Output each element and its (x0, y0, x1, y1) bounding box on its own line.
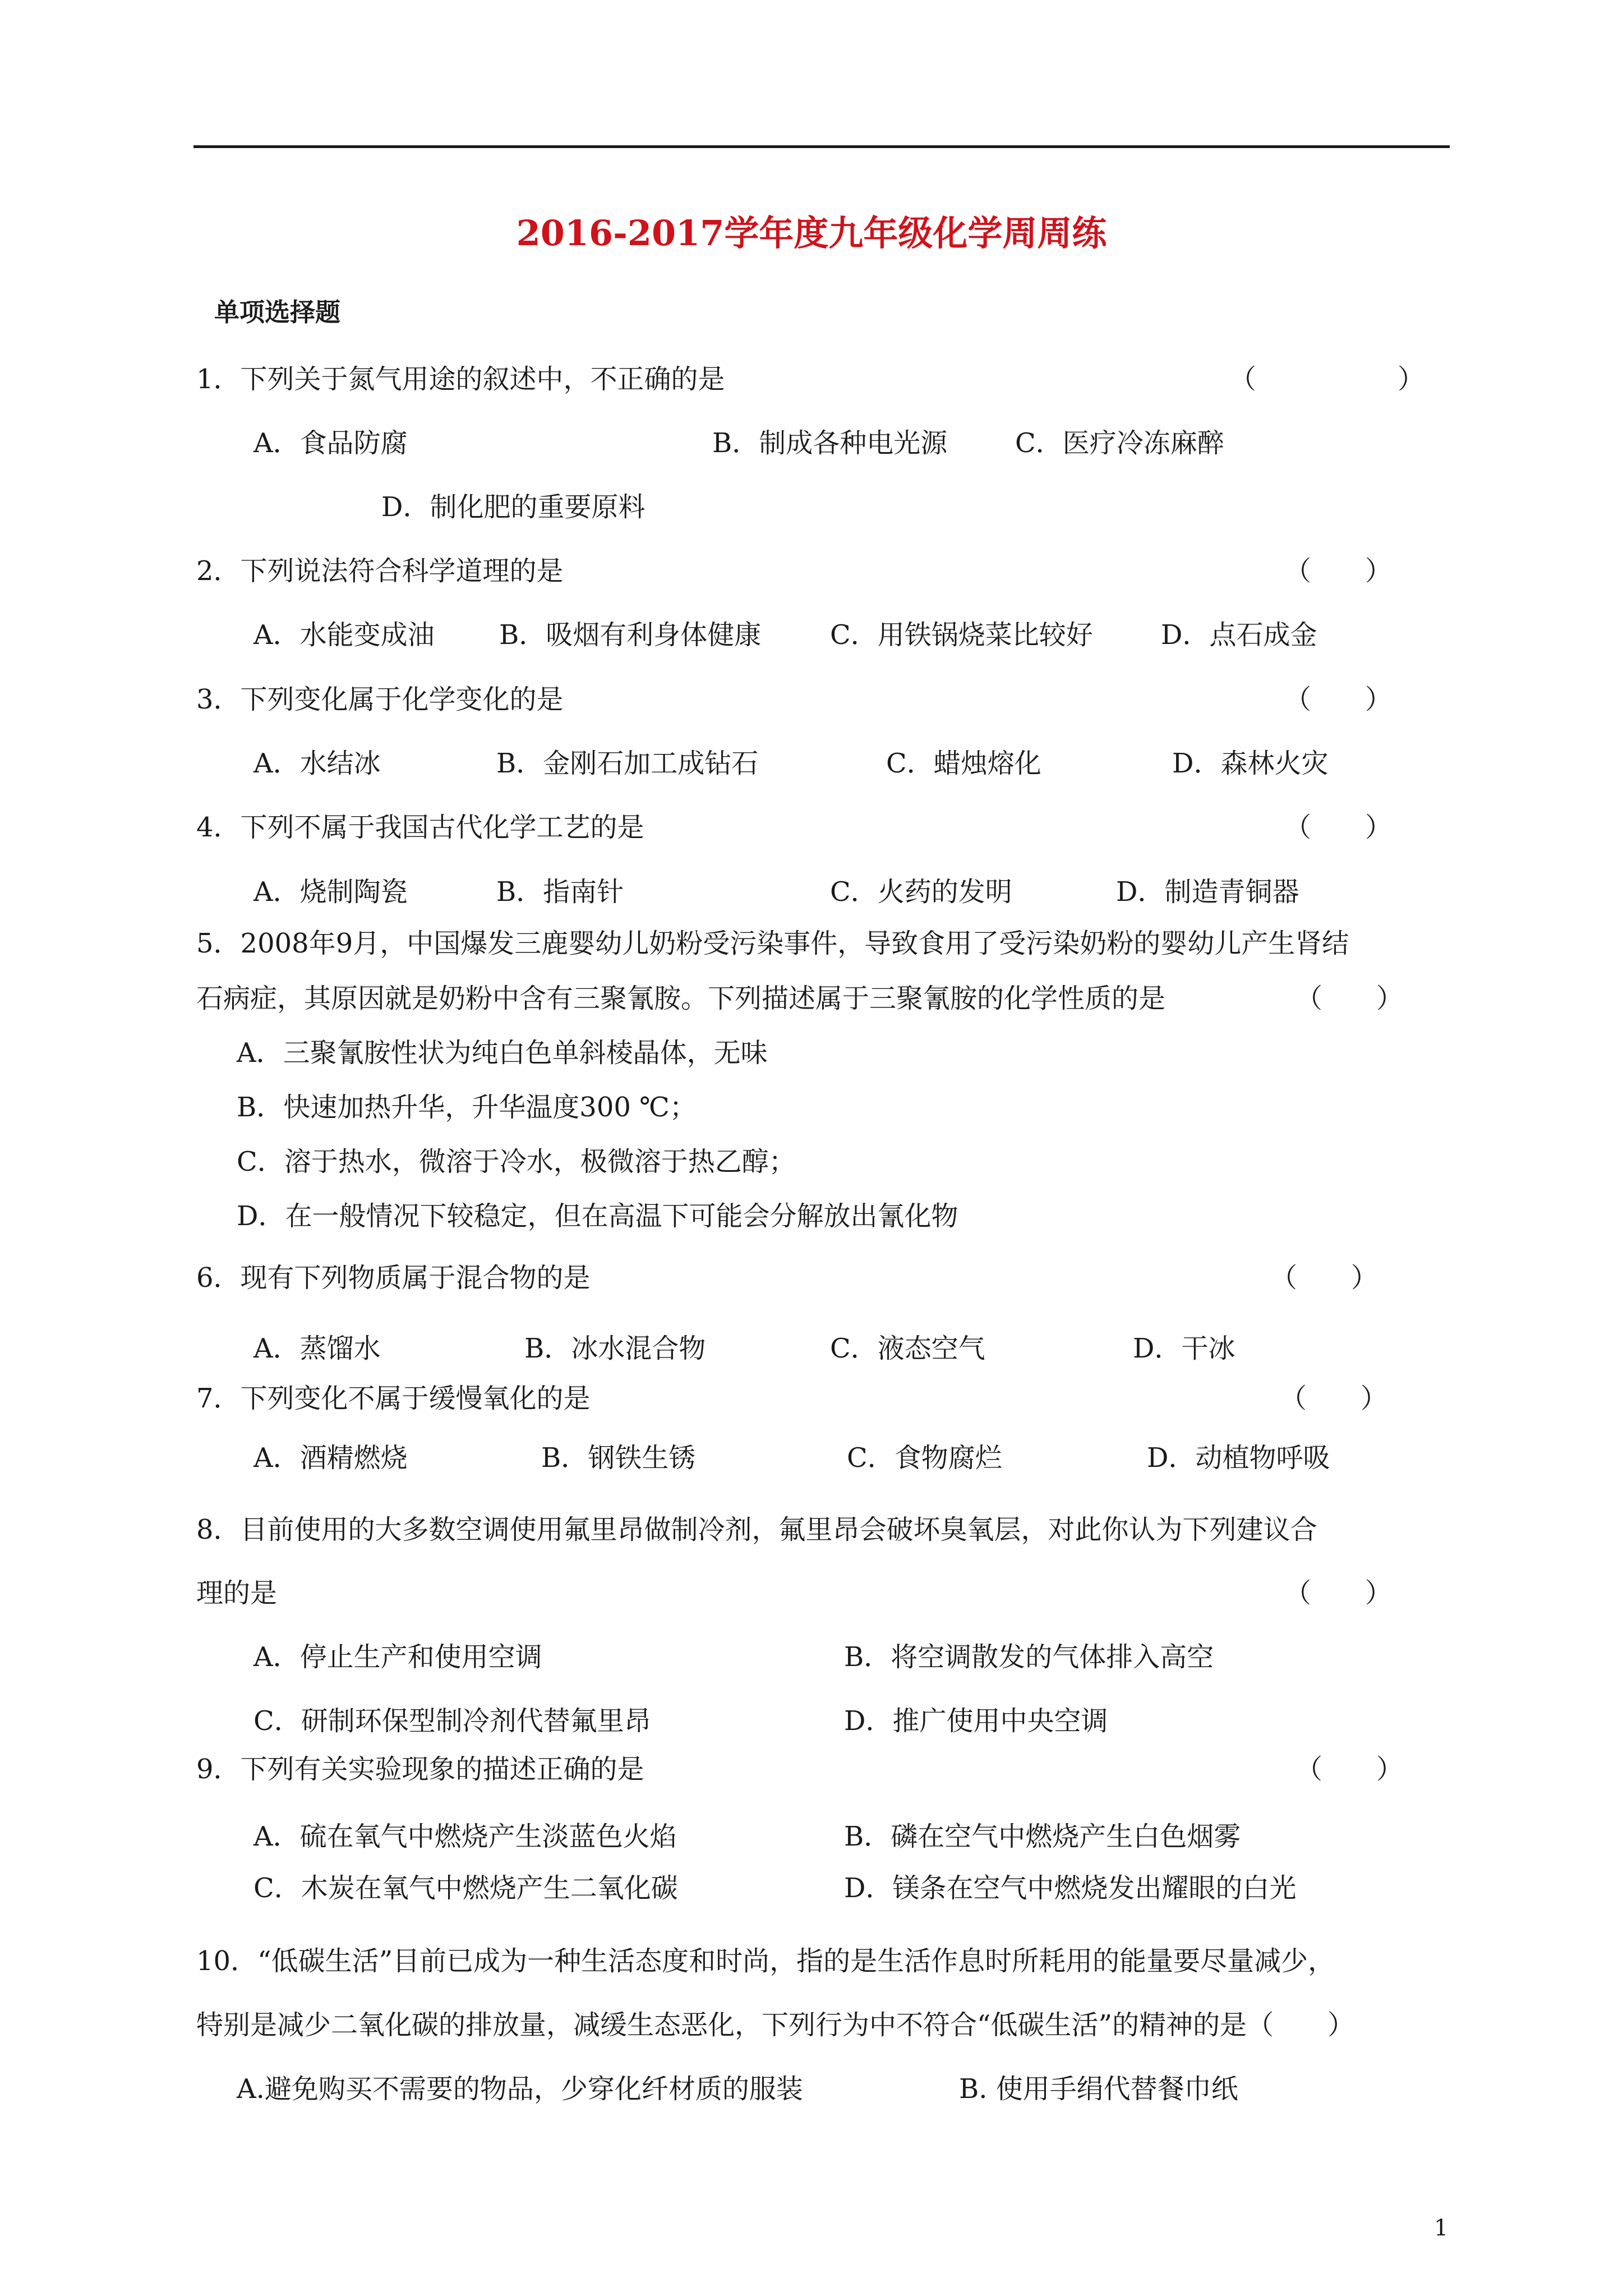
question-1-answer-paren-open: （ (1229, 364, 1257, 395)
question-3-stem: 3．下列变化属于化学变化的是 (196, 684, 564, 715)
question-8-stem-line-1: 8．目前使用的大多数空调使用氟里昂做制冷剂，氟里昂会破坏臭氧层，对此你认为下列建议合 (196, 1514, 1317, 1545)
question-4-option-a: A．烧制陶瓷 (253, 876, 408, 908)
question-4-answer-paren: （ ） (1284, 812, 1393, 843)
question-4-option-d: D．制造青铜器 (1116, 876, 1299, 908)
page-number: 1 (1434, 2215, 1449, 2241)
question-3-option-b: B．金刚石加工成钻石 (496, 748, 759, 779)
question-6-stem: 6．现有下列物质属于混合物的是 (196, 1262, 591, 1294)
question-7-option-a: A．酒精燃烧 (253, 1442, 408, 1474)
question-4-option-c: C．火药的发明 (830, 876, 1012, 908)
question-3-option-d: D．森林火灾 (1172, 748, 1329, 779)
question-8-option-a: A．停止生产和使用空调 (253, 1641, 542, 1673)
question-6-answer-paren: （ ） (1270, 1262, 1378, 1294)
question-2-option-c: C．用铁锅烧菜比较好 (830, 619, 1093, 651)
question-6-option-a: A．蒸馏水 (253, 1333, 381, 1364)
question-2-answer-paren: （ ） (1284, 555, 1393, 587)
question-6-option-b: B．冰水混合物 (524, 1333, 706, 1364)
question-2-option-a: A．水能变成油 (253, 619, 435, 651)
question-8-option-b: B．将空调散发的气体排入高空 (844, 1641, 1214, 1673)
question-2-option-b: B．吸烟有利身体健康 (499, 619, 762, 651)
question-6-option-c: C．液态空气 (830, 1333, 985, 1364)
question-8-option-d: D．推广使用中央空调 (844, 1705, 1108, 1737)
question-1-answer-paren-close: ） (1398, 364, 1425, 395)
question-4-option-b: B．指南针 (496, 876, 624, 908)
question-7-option-b: B．钢铁生锈 (541, 1442, 696, 1474)
question-1-option-d: D．制化肥的重要原料 (381, 491, 645, 523)
question-3-answer-paren: （ ） (1284, 684, 1393, 715)
question-7-option-c: C．食物腐烂 (847, 1442, 1002, 1474)
question-10-stem-line-1: 10．“低碳生活”目前已成为一种生活态度和时尚，指的是生活作息时所耗用的能量要尽量减少， (196, 1945, 1335, 1977)
question-1-option-a: A．食品防腐 (253, 427, 408, 459)
question-3-option-c: C．蜡烛熔化 (886, 748, 1041, 779)
question-9-option-a: A．硫在氧气中燃烧产生淡蓝色火焰 (253, 1821, 677, 1852)
question-9-stem: 9．下列有关实验现象的描述正确的是 (196, 1754, 644, 1785)
question-5-option-a: A．三聚氰胺性状为纯白色单斜棱晶体，无味 (237, 1037, 768, 1069)
question-7-stem: 7．下列变化不属于缓慢氧化的是 (196, 1383, 591, 1414)
question-10-option-a: A.避免购买不需要的物品，少穿化纤材质的服装 (237, 2073, 803, 2105)
question-1-option-b: B．制成各种电光源 (712, 427, 948, 459)
question-3-option-a: A．水结冰 (253, 748, 381, 779)
question-4-stem: 4．下列不属于我国古代化学工艺的是 (196, 812, 644, 843)
question-9-option-c: C．木炭在氧气中燃烧产生二氧化碳 (253, 1872, 678, 1904)
question-8-option-c: C．研制环保型制冷剂代替氟里昂 (253, 1705, 651, 1737)
question-5-option-b: B．快速加热升华，升华温度300 ℃； (237, 1092, 697, 1123)
question-7-answer-paren: （ ） (1280, 1383, 1388, 1414)
question-5-answer-paren: （ ） (1295, 983, 1404, 1014)
header-rule (193, 145, 1450, 148)
question-2-option-d: D．点石成金 (1161, 619, 1317, 651)
question-5-stem-line-1: 5．2008年9月，中国爆发三鹿婴幼儿奶粉受污染事件，导致食用了受污染奶粉的婴幼儿产生肾结 (196, 928, 1349, 959)
question-8-stem-line-2: 理的是 (196, 1577, 278, 1609)
question-2-stem: 2．下列说法符合科学道理的是 (196, 555, 564, 587)
question-5-option-d: D．在一般情况下较稳定，但在高温下可能会分解放出氰化物 (237, 1200, 958, 1232)
question-9-answer-paren: （ ） (1295, 1754, 1404, 1785)
question-10-option-b: B. 使用手绢代替餐巾纸 (959, 2073, 1238, 2105)
question-8-answer-paren: （ ） (1284, 1577, 1393, 1609)
question-7-option-d: D．动植物呼吸 (1147, 1442, 1330, 1474)
question-1-option-c: C．医疗冷冻麻醉 (1015, 427, 1224, 459)
question-6-option-d: D．干冰 (1133, 1333, 1235, 1364)
question-5-option-c: C．溶于热水，微溶于冷水，极微溶于热乙醇； (237, 1146, 796, 1177)
question-10-stem-line-2: 特别是减少二氧化碳的排放量，减缓生态恶化，下列行为中不符合“低碳生活”的精神的是（ ） (196, 2009, 1355, 2041)
question-9-option-b: B．磷在空气中燃烧产生白色烟雾 (844, 1821, 1241, 1852)
section-heading: 单项选择题 (214, 297, 341, 327)
question-1-stem: 1．下列关于氮气用途的叙述中，不正确的是 (196, 364, 725, 395)
page-title: 2016-2017学年度九年级化学周周练 (516, 213, 1107, 254)
question-9-option-d: D．镁条在空气中燃烧发出耀眼的白光 (844, 1872, 1297, 1904)
question-5-stem-line-2: 石病症，其原因就是奶粉中含有三聚氰胺。下列描述属于三聚氰胺的化学性质的是 (196, 983, 1166, 1014)
